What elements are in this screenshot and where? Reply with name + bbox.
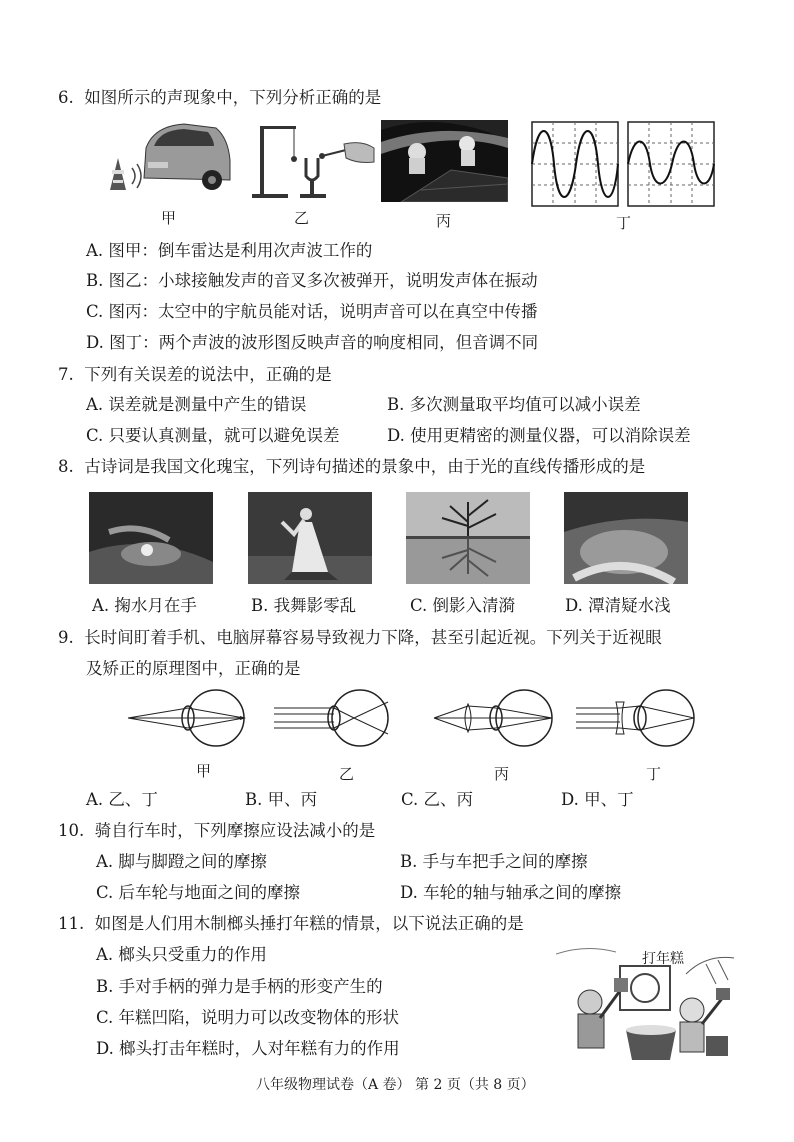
question-10-option-c: C. 后车轮与地面之间的摩擦 bbox=[96, 883, 301, 902]
figure-6-yi-tuning-fork bbox=[250, 118, 376, 202]
figure-11-title: 打年糕 bbox=[642, 951, 684, 967]
figure-6-bing-astronauts bbox=[381, 120, 508, 202]
question-8-option-b: B. 我舞影零乱 bbox=[251, 596, 357, 615]
figure-6-jia-car-radar bbox=[104, 118, 232, 194]
question-8-option-d: D. 潭清疑水浅 bbox=[565, 596, 671, 615]
question-6-option-c: C. 图丙：太空中的宇航员能对话，说明声音可以在真空中传播 bbox=[86, 302, 538, 321]
question-9-option-a: A. 乙、丁 bbox=[86, 790, 158, 809]
figure-9-label-yi: 乙 bbox=[339, 765, 355, 783]
figure-6-label-bing: 丙 bbox=[436, 212, 452, 230]
figure-8-d-clear-pond-photo bbox=[564, 492, 688, 584]
question-9-stem: 9. 长时间盯着手机、电脑屏幕容易导致视力下降，甚至引起近视。下列关于近视眼 bbox=[58, 628, 662, 647]
question-11-option-c: C. 年糕凹陷，说明力可以改变物体的形状 bbox=[96, 1008, 400, 1027]
question-7-option-b: B. 多次测量取平均值可以减小误差 bbox=[387, 395, 641, 414]
question-8-option-a: A. 掬水月在手 bbox=[92, 596, 197, 615]
figure-9-yi-eye-diagram bbox=[272, 688, 390, 748]
question-9-option-b: B. 甲、丙 bbox=[245, 790, 318, 809]
figure-6-label-yi: 乙 bbox=[294, 209, 310, 227]
question-9-option-c: C. 乙、丙 bbox=[401, 790, 474, 809]
figure-11-pounding-niangao-illustration bbox=[556, 944, 738, 1064]
question-9-option-d: D. 甲、丁 bbox=[561, 790, 634, 809]
question-11-option-a: A. 榔头只受重力的作用 bbox=[96, 945, 267, 964]
question-11-option-b: B. 手对手柄的弹力是手柄的形变产生的 bbox=[96, 977, 383, 996]
figure-9-label-jia: 甲 bbox=[196, 762, 212, 780]
figure-8-a-moon-in-hand-photo bbox=[89, 492, 213, 584]
question-6-stem: 6. 如图所示的声现象中，下列分析正确的是 bbox=[58, 88, 382, 107]
figure-9-label-ding: 丁 bbox=[646, 765, 662, 783]
question-11-option-d: D. 榔头打击年糕时，人对年糕有力的作用 bbox=[96, 1039, 400, 1058]
question-7-stem: 7. 下列有关误差的说法中，正确的是 bbox=[58, 365, 332, 384]
question-6-option-d: D. 图丁：两个声波的波形图反映声音的响度相同，但音调不同 bbox=[86, 333, 539, 352]
question-10-stem: 10. 骑自行车时，下列摩擦应设法减小的是 bbox=[58, 821, 376, 840]
page-footer: 八年级物理试卷（A 卷） 第 2 页（共 8 页） bbox=[256, 1077, 535, 1093]
figure-9-bing-eye-diagram bbox=[432, 688, 554, 748]
question-8-stem: 8. 古诗词是我国文化瑰宝，下列诗句描述的景象中，由于光的直线传播形成的是 bbox=[58, 457, 646, 476]
question-7-option-d: D. 使用更精密的测量仪器，可以消除误差 bbox=[387, 426, 691, 445]
question-11-stem: 11. 如图是人们用木制榔头捶打年糕的情景，以下说法正确的是 bbox=[58, 914, 524, 933]
figure-8-b-dancer-shadow-photo bbox=[248, 492, 372, 584]
question-7-option-a: A. 误差就是测量中产生的错误 bbox=[86, 395, 307, 414]
question-6-option-a: A. 图甲：倒车雷达是利用次声波工作的 bbox=[86, 241, 373, 260]
figure-8-c-reflection-photo bbox=[406, 492, 530, 584]
question-8-option-c: C. 倒影入清漪 bbox=[410, 596, 516, 615]
figure-6-label-jia: 甲 bbox=[161, 209, 177, 227]
figure-6-label-ding: 丁 bbox=[616, 214, 632, 232]
question-10-option-a: A. 脚与脚蹬之间的摩擦 bbox=[96, 852, 267, 871]
question-7-option-c: C. 只要认真测量，就可以避免误差 bbox=[86, 426, 340, 445]
figure-9-ding-eye-diagram bbox=[574, 688, 696, 748]
question-9-stem-continued: 及矫正的原理图中，正确的是 bbox=[86, 659, 301, 678]
figure-9-jia-eye-diagram bbox=[126, 688, 252, 748]
question-10-option-b: B. 手与车把手之间的摩擦 bbox=[400, 852, 588, 871]
question-10-option-d: D. 车轮的轴与轴承之间的摩擦 bbox=[400, 883, 622, 902]
figure-6-ding-waveforms bbox=[530, 120, 716, 208]
question-6-option-b: B. 图乙：小球接触发声的音叉多次被弹开，说明发声体在振动 bbox=[86, 271, 538, 290]
figure-9-label-bing: 丙 bbox=[494, 765, 510, 783]
